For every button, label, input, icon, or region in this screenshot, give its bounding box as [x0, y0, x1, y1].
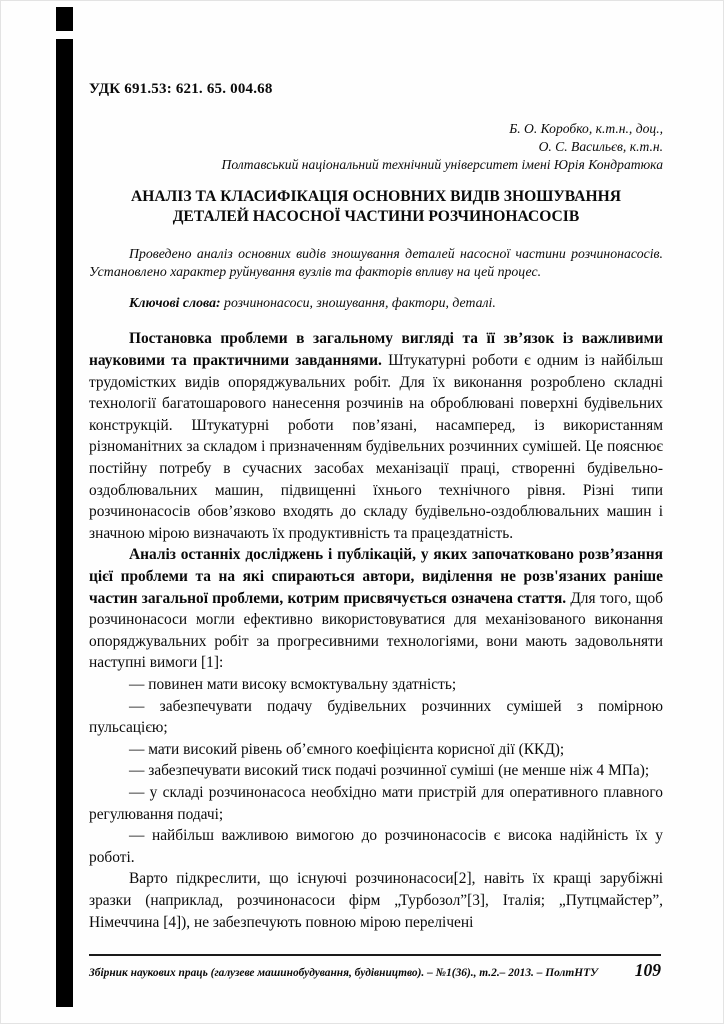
affiliation: Полтавський національний технічний університет імені Юрія Кондратюка: [221, 157, 663, 173]
keywords-text: розчинонасоси, зношування, фактори, деталі.: [224, 295, 496, 311]
keywords-line: [89, 295, 663, 311]
requirement-item-1: — повинен мати високу всмоктувальну здатність;: [129, 675, 457, 693]
paragraph-problem-statement: [89, 328, 663, 544]
requirement-item-3: — мати високий рівень об’ємного коефіцієнта корисної дії (ККД);: [129, 740, 565, 758]
page-footer: [89, 954, 661, 981]
page-number: 109: [634, 960, 661, 980]
paragraph-recent-research-lead: Аналіз останніх досліджень і публікацій, у яких започатковано розв’язання цієї проблеми та на які спираються автори, виділення не розв'язаних раніше частин загальної проблеми, котрим присвячується означена стаття.: [89, 546, 663, 607]
article-title-line-2: ДЕТАЛЕЙ НАСОСНОЇ ЧАСТИНИ РОЗЧИНОНАСОСІВ: [172, 207, 580, 225]
abstract-text: Проведено аналіз основних видів зношування деталей насосної частини розчинонасосів. Установлено характер руйнування вузлів та факторів впливу на цей процес.: [89, 245, 663, 279]
article-title: [89, 187, 663, 227]
paragraph-existing-pumps: Варто підкреслити, що існуючі розчинонасоси[2], навіть їх кращі зарубіжні зразки (наприклад, розчинонасоси фірм „Турбозол”[3], Італія; „Путцмайстер”, Німеччина [4]), не забезпечують повною мірою перелічені: [89, 870, 663, 931]
paragraph-recent-research: [89, 544, 663, 674]
author-line-2: О. С. Васильєв, к.т.н.: [538, 139, 663, 155]
article-title-line-1: АНАЛІЗ ТА КЛАСИФІКАЦІЯ ОСНОВНИХ ВИДІВ ЗНОШУВАННЯ: [131, 187, 621, 205]
requirement-item-6: — найбільш важливою вимогою до розчинонасосів є висока надійність їх у роботі.: [89, 827, 663, 866]
article-content: [89, 81, 663, 933]
udc-code: УДК 691.53: 621. 65. 004.68: [89, 81, 273, 97]
author-line-1: Б. О. Коробко, к.т.н., доц.,: [509, 121, 663, 136]
scan-artifact-top-mark: [56, 7, 73, 31]
paragraph-problem-statement-lead: Постановка проблеми в загальному вигляді та її зв’язок із важливими науковими та практичними завданнями.: [89, 330, 663, 370]
scan-artifact-left-bar: [56, 39, 73, 1007]
keywords-label: Ключові слова:: [129, 295, 221, 311]
requirement-item-5: — у складі розчинонасоса необхідно мати пристрій для оперативного плавного регулювання подачі;: [89, 783, 663, 823]
requirement-item-4: — забезпечувати високий тиск подачі розчинної суміші (не менше ніж 4 МПа);: [129, 762, 650, 780]
paragraph-recent-research-text: Для того, щоб розчинонасоси могли ефективно використовуватися для механізованого виконання опоряджувальних робіт за прогресивними технологіями, вони мають задовольняти наступні вимоги [1]:: [89, 589, 663, 672]
paragraph-problem-statement-text: Штукатурні роботи є одним із найбільш трудомістких видів опоряджувальних робіт. Для їх виконання розроблено складні технології багатошарового нанесення розчинів на оброблювані поверхні будівельних конструкцій. Штукатурні роботи пов’язані, насамперед, із використанням різноманітних за складом і призначенням будівельних розчинних сумішей. Це пояснює постійну потребу в сучасних засобах механізації праці, створенні будівельно-оздоблювальних машин, підвищенні їхнього технічного рівня. Різні типи розчинонасосів обов’язково входять до складу будівельно-оздоблювальних машин і значною мірою визначають їх продуктивність та працездатність.: [89, 352, 663, 542]
footer-journal-info: Збірник наукових праць (галузеве машинобудування, будівництво). – №1(36)., т.2.– 2013. – ПолтНТУ: [89, 967, 598, 979]
authors-block: [89, 120, 663, 175]
requirement-item-2: — забезпечувати подачу будівельних розчинних сумішей з помірною пульсацією;: [89, 697, 663, 737]
